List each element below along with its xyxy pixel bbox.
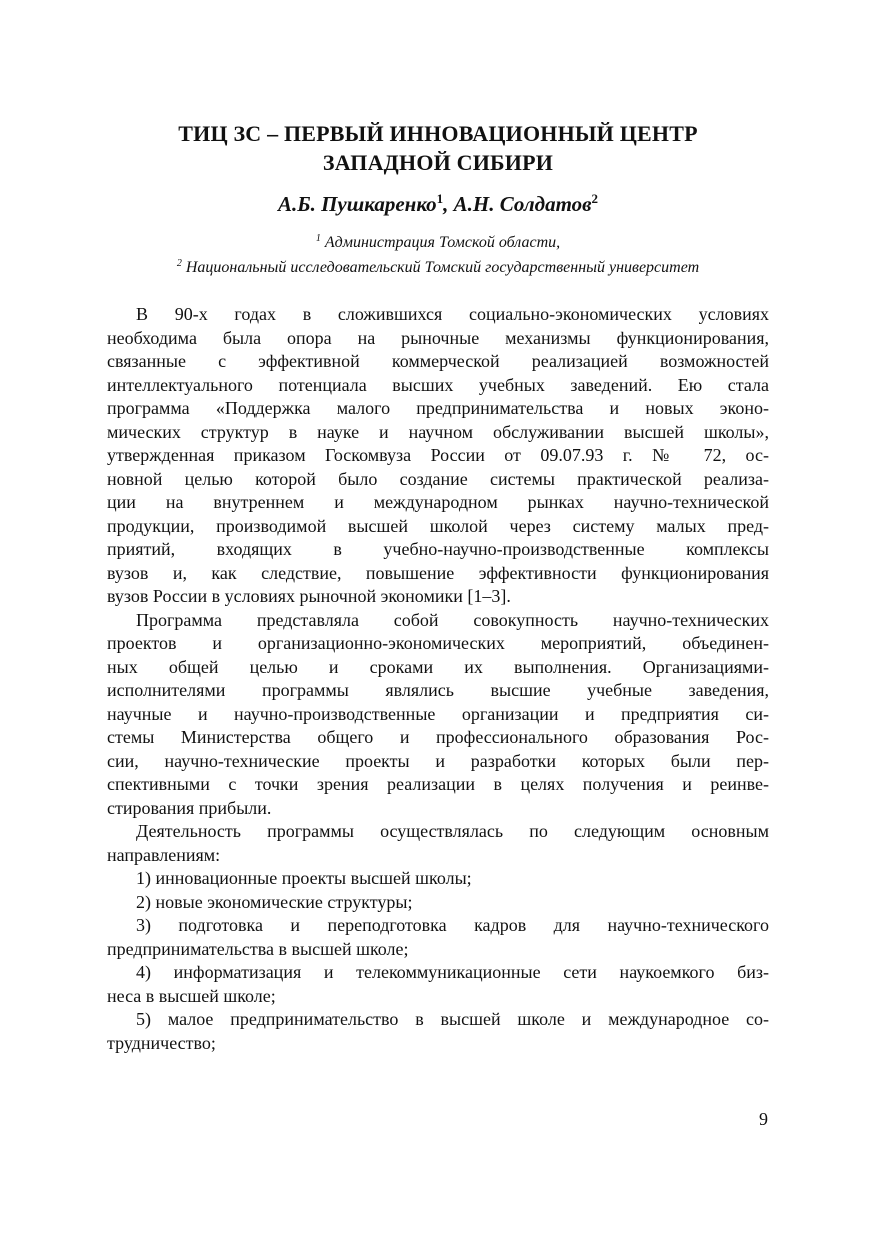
affiliation-text: Национальный исследовательский Томский государственный университет [181, 259, 700, 276]
text-line: 3) подготовка и переподготовка кадров для научно-технического [136, 915, 769, 935]
text-line: 2) новые экономические структуры; [136, 891, 413, 912]
text-line: ции на внутреннем и международном рынках научно-технической [107, 492, 769, 512]
affiliation-list [108, 230, 768, 280]
text-line: приятий, входящих в учебно-научно-производственные комплексы [107, 539, 769, 559]
text-line: В 90-х годах в сложившихся социально-экономических условиях [136, 304, 769, 324]
text-line: вузов России в условиях рыночной экономики [1–3]. [107, 586, 511, 606]
author-affiliation-mark: 2 [591, 191, 599, 206]
text-line: Программа представляла собой совокупность научно-технических [136, 609, 769, 630]
text-line: предпринимательства в высшей школе; [107, 938, 409, 959]
text-line: продукции, производимой высшей школой через систему малых пред- [107, 515, 769, 536]
paragraph [107, 820, 769, 867]
paragraph [107, 609, 769, 821]
paragraph [107, 303, 769, 609]
paragraph [107, 1008, 769, 1055]
text-line: спективными с точки зрения реализации в целях получения и реинве- [107, 774, 769, 794]
author-name: А.Н. Солдатов [453, 192, 592, 216]
text-line: связанные с эффективной коммерческой реализацией возможностей [107, 351, 769, 371]
paper-title-line: ЗАПАДНОЙ СИБИРИ [322, 150, 554, 175]
text-line: неса в высшей школе; [107, 985, 276, 1006]
text-line: новной целью которой было создание системы практической реализа- [107, 468, 769, 489]
text-line: программа «Поддержка малого предпринимательства и новых эконо- [107, 398, 769, 418]
text-line: 4) информатизация и телекоммуникационные сети наукоемкого биз- [136, 962, 769, 982]
text-line: исполнителями программы являлись высшие учебные заведения, [107, 680, 769, 700]
text-line: сии, научно-технические проекты и разработки которых были пер- [107, 750, 769, 771]
text-line: научные и научно-производственные организации и предприятия си- [107, 703, 769, 724]
author-affiliation-mark: 1 [436, 191, 444, 206]
page-number: 9 [759, 1109, 768, 1129]
paragraph [107, 891, 769, 915]
author-list [108, 189, 768, 219]
text-line: вузов и, как следствие, повышение эффективности функционирования [107, 562, 769, 583]
paragraph [107, 867, 769, 891]
text-line: утвержденная приказом Госкомвуза России от 09.07.93 г. № 72, ос- [107, 445, 769, 465]
paragraph [107, 961, 769, 1008]
text-line: стемы Министерства общего и профессионального образования Рос- [107, 727, 769, 747]
paper-title-line: ТИЦ ЗС – ПЕРВЫЙ ИННОВАЦИОННЫЙ ЦЕНТР [178, 121, 698, 146]
affiliation-mark: 2 [176, 258, 182, 269]
author-name: А.Б. Пушкаренко [277, 192, 437, 216]
author-separator: , [443, 192, 454, 216]
affiliation-mark: 1 [315, 233, 321, 244]
text-line: трудничество; [107, 1032, 216, 1053]
body-text [107, 303, 769, 1055]
text-line: мических структур в науке и научном обслуживании высшей школы», [107, 421, 769, 442]
text-line: ных общей целью и сроками их выполнения. Организациями- [107, 656, 769, 677]
text-line: направлениям: [107, 844, 221, 865]
text-line: необходима была опора на рыночные механизмы функционирования, [107, 327, 769, 348]
paragraph [107, 914, 769, 961]
text-line: интеллектуального потенциала высших учебных заведений. Ею стала [107, 374, 769, 395]
text-line: 1) инновационные проекты высшей школы; [136, 868, 472, 888]
text-line: проектов и организационно-экономических мероприятий, объединен- [107, 633, 769, 653]
text-line: стирования прибыли. [107, 797, 272, 818]
paper-title [108, 119, 768, 177]
affiliation [108, 255, 768, 280]
text-line: Деятельность программы осуществлялась по следующим основным [136, 821, 769, 841]
text-line: 5) малое предпринимательство в высшей школе и международное со- [136, 1009, 769, 1029]
affiliation [108, 230, 768, 255]
affiliation-text: Администрация Томской области, [320, 234, 561, 251]
